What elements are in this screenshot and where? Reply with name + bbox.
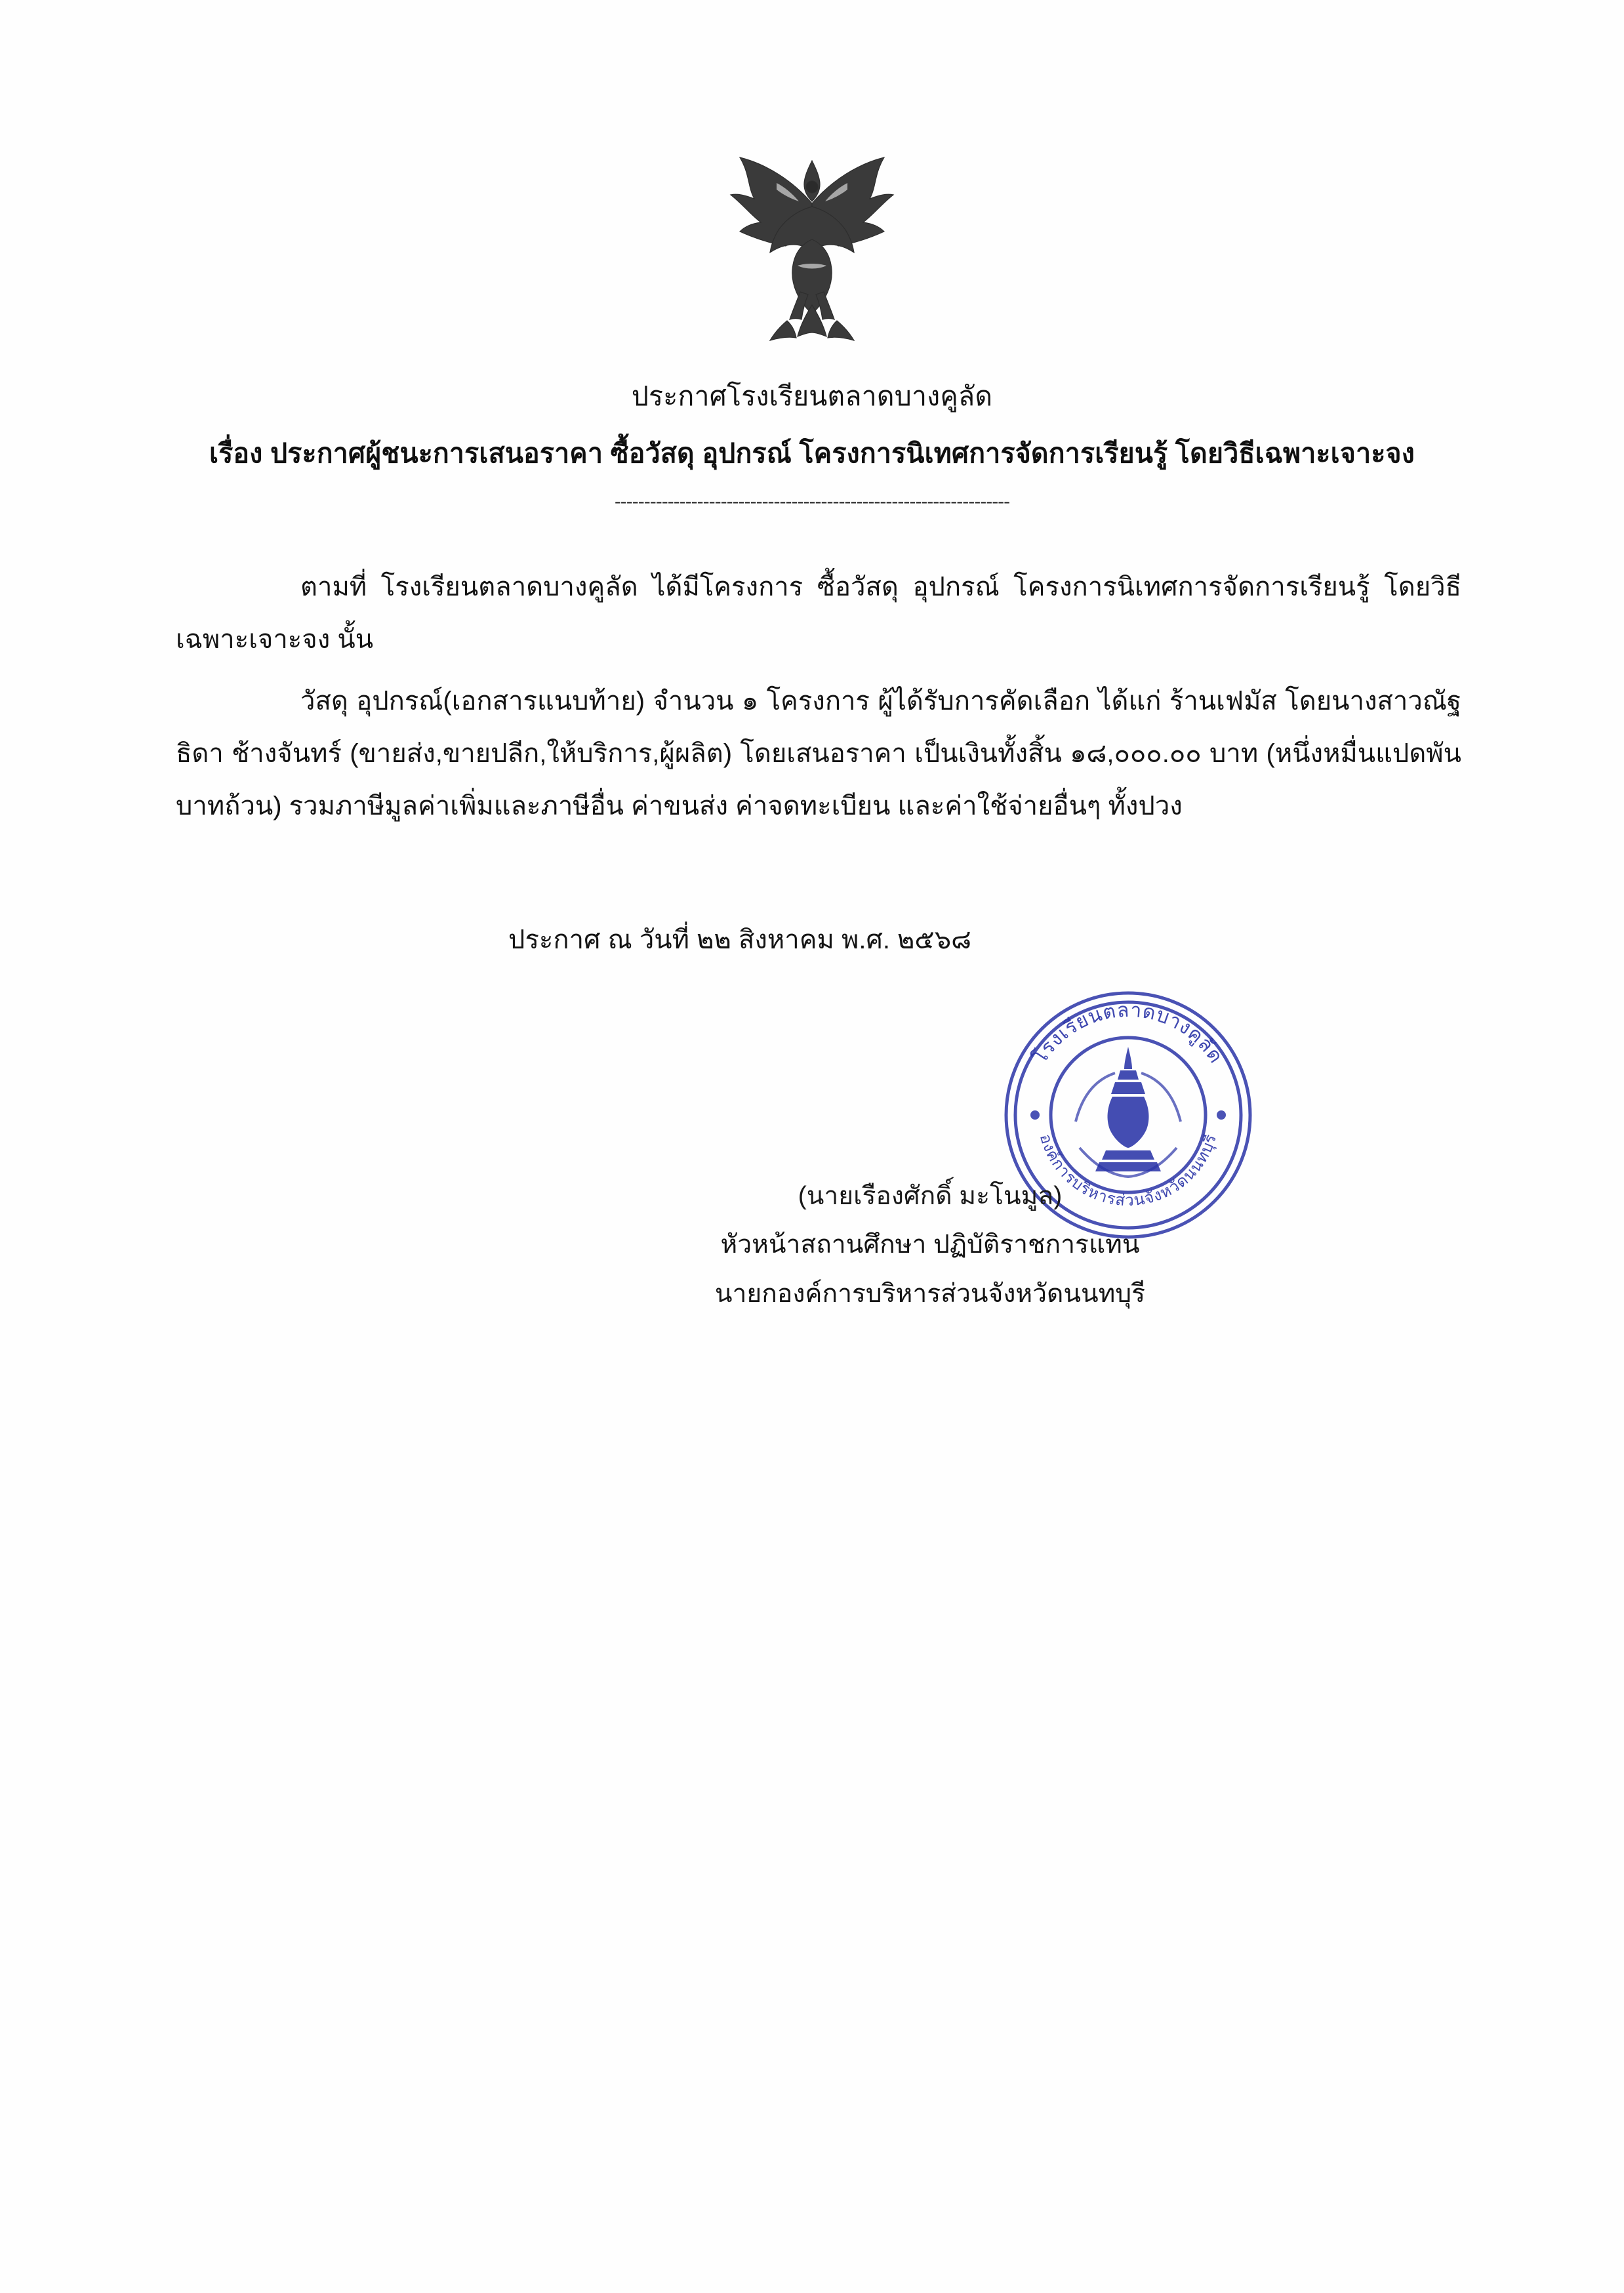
- body-paragraph-1-text: ตามที่ โรงเรียนตลาดบางคูลัด ได้มีโครงการ ซื้อวัสดุ อุปกรณ์ โครงการนิเทศการจัดการเรียนรู้ โดยวิธีเฉพาะเจาะจง นั้น: [176, 573, 1461, 654]
- seal-top-text: โรงเรียนตลาดบางคูลัด: [1029, 999, 1227, 1068]
- body-paragraph-1: [176, 561, 1461, 666]
- document-header: [0, 377, 1624, 513]
- announcement-subject: เรื่อง ประกาศผู้ชนะการเสนอราคา ซื้อวัสดุ อุปกรณ์ โครงการนิเทศการจัดการเรียนรู้ โดยวิธีเฉพาะเจาะจง: [209, 438, 1415, 469]
- header-divider: -------------------------------------------------------------------: [614, 490, 1010, 512]
- announcement-date: ประกาศ ณ วันที่ ๒๒ สิงหาคม พ.ศ. ๒๕๖๘: [508, 925, 971, 954]
- announcement-title: ประกาศโรงเรียนตลาดบางคูลัด: [631, 381, 993, 411]
- emblem-container: [0, 141, 1624, 357]
- signer-role: หัวหน้าสถานศึกษา ปฏิบัติราชการแทน: [720, 1230, 1140, 1259]
- document-body: [176, 561, 1461, 842]
- body-paragraph-2-text: วัสดุ อุปกรณ์(เอกสารแนบท้าย) จำนวน ๑ โครงการ ผู้ได้รับการคัดเลือก ได้แก่ ร้านเฟมัส โดยนางสาวณัฐธิดา ช้างจันทร์ (ขายส่ง,ขายปลีก,ให้บริการ,ผู้ผลิต) โดยเสนอราคา เป็นเงินทั้งสิ้น ๑๘,๐๐๐.๐๐ บาท (หนึ่งหมื่นแปดพันบาทถ้วน) รวมภาษีมูลค่าเพิ่มและภาษีอื่น ค่าขนส่ง ค่าจดทะเบียน และค่าใช้จ่ายอื่นๆ ทั้งปวง: [176, 687, 1461, 821]
- signer-organization: นายกองค์การบริหารส่วนจังหวัดนนทบุรี: [714, 1279, 1146, 1308]
- garuda-emblem-icon: [714, 141, 910, 357]
- signer-name: (นายเรืองศักดิ์ มะโนมูล): [798, 1182, 1063, 1210]
- seal-bottom-text: องค์การบริหารส่วนจังหวัดนนทบุรี: [1036, 1131, 1221, 1210]
- signature-block: [0, 1174, 1624, 1316]
- body-paragraph-2: [176, 675, 1461, 832]
